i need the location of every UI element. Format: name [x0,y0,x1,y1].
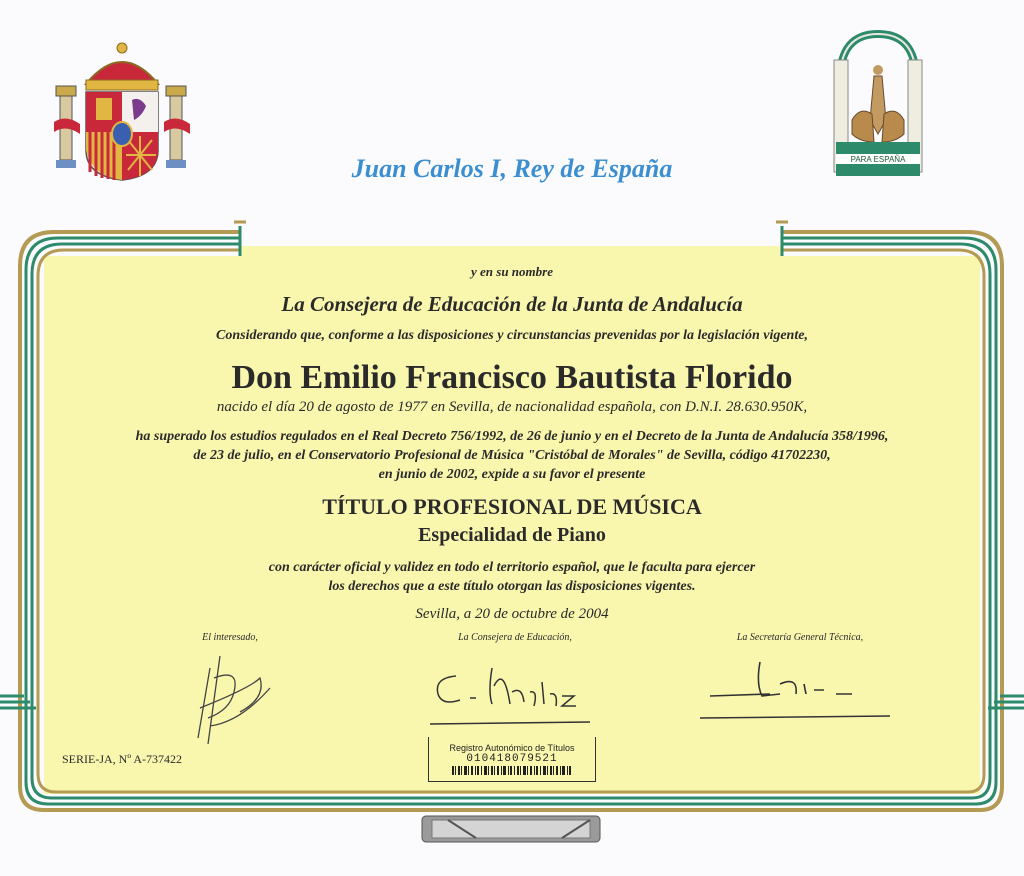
validity-line-2: los derechos que a este título otorgan las disposiciones vigentes. [328,579,696,594]
signature-consejera [430,662,600,732]
header-title: Juan Carlos I, Rey de España [351,154,673,183]
authority-heading: La Consejera de Educación de la Junta de Andalucía [281,292,743,316]
studies-line-1: ha superado los estudios regulados en el Real Decreto 756/1992, de 26 de junio y en el Decreto de la Junta de Andalucía 358/1996, [135,429,889,444]
registro-label: Registro Autonómico de Títulos [449,743,575,753]
barcode-icon [452,766,572,775]
diploma-title: TÍTULO PROFESIONAL DE MÚSICA [322,494,702,519]
specialty: Especialidad de Piano [418,524,606,546]
intro-text: y en su nombre [471,264,553,279]
registro-box [428,737,596,782]
signature-label-secretaria: La Secretaría General Técnica, [736,632,864,643]
studies-line-3: en junio de 2002, expide a su favor el presente [378,467,646,482]
signature-label-consejera: La Consejera de Educación, [458,632,572,643]
considering-text: Considerando que, conforme a las disposiciones y circunstancias prevenidas por la legislación vigente, [216,328,808,343]
birth-details: nacido el día 20 de agosto de 1977 en Sevilla, de nacionalidad española, con D.N.I. 28.630.950K, [216,399,808,415]
studies-line-2: de 23 de julio, en el Conservatorio Profesional de Música "Cristóbal de Morales" de Sevilla, código 41702230, [193,448,831,463]
place-date: Sevilla, a 20 de octubre de 2004 [415,606,609,622]
holder-name: Don Emilio Francisco Bautista Florido [231,359,793,396]
signature-secretaria [700,654,900,724]
signature-interesado [180,648,280,752]
signature-label-interesado: El interesado, [202,632,258,643]
registro-number: 010418079521 [466,753,558,765]
validity-line-1: con carácter oficial y validez en todo el territorio español, que le faculta para ejercer [268,560,756,575]
serie-number: SERIE-JA, Nº A-737422 [62,752,183,766]
andalucia-band-text: PARA ESPAÑA [850,155,906,164]
